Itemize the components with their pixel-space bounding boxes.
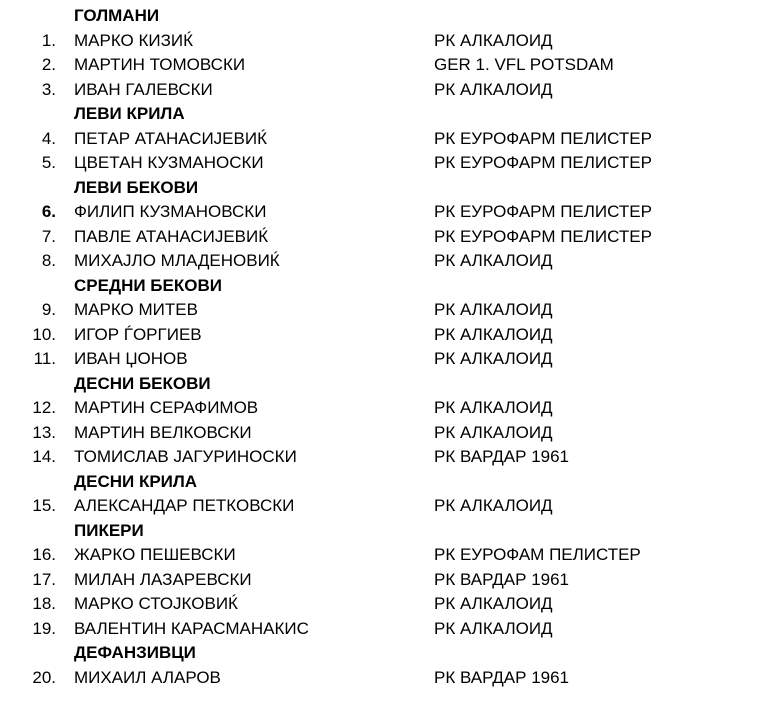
player-number: 12.: [32, 398, 56, 417]
player-number: 6.: [41, 202, 56, 221]
player-number: 18.: [32, 594, 56, 613]
player-club: РК ЕУРОФАРМ ПЕЛИСТЕР: [434, 153, 652, 172]
player-name: ПЕТАР АТАНАСИЈЕВИЌ: [74, 128, 267, 148]
section-header: [0, 274, 771, 298]
player-row: [0, 200, 771, 224]
player-number: 10.: [32, 324, 56, 344]
player-row: [0, 127, 771, 151]
player-row: [0, 592, 771, 616]
player-club: РК АЛКАЛОИД: [434, 300, 553, 319]
section-header: [0, 176, 771, 200]
player-club: РК ВАРДАР 1961: [434, 447, 570, 466]
player-row: [0, 396, 771, 420]
player-club: РК АЛКАЛОИД: [434, 594, 553, 613]
player-name: ИВАН ЏОНОВ: [74, 349, 188, 368]
player-number: 14.: [32, 447, 56, 466]
player-name: МАРТИН ВЕЛКОВСКИ: [74, 422, 252, 442]
player-club: РК АЛКАЛОИД: [434, 398, 553, 417]
section-header: [0, 372, 771, 396]
player-name: АЛЕКСАНДАР ПЕТКОВСКИ: [74, 496, 295, 515]
player-club: РК ЕУРОФАРМ ПЕЛИСТЕР: [434, 128, 652, 148]
player-number: 1.: [41, 30, 56, 50]
player-number: 7.: [41, 226, 56, 246]
player-club: РК АЛКАЛОИД: [434, 496, 553, 515]
player-number: 19.: [32, 618, 56, 638]
section-title: ДЕСНИ БЕКОВИ: [74, 373, 211, 393]
player-number: 17.: [32, 569, 56, 589]
player-name: ИГОР ЃОРГИЕВ: [74, 324, 202, 344]
player-number: 3.: [41, 79, 56, 99]
player-number: 2.: [41, 55, 56, 74]
player-number: 5.: [41, 153, 56, 172]
player-name: ВАЛЕНТИН КАРАСМАНАКИС: [74, 618, 309, 638]
player-number: 9.: [41, 300, 56, 319]
section-header: [0, 519, 771, 543]
player-club: РК АЛКАЛОИД: [434, 618, 553, 638]
player-row: [0, 347, 771, 371]
player-row: [0, 78, 771, 102]
player-name: МИХАЈЛО МЛАДЕНОВИЌ: [74, 251, 280, 270]
player-name: ФИЛИП КУЗМАНОВСКИ: [74, 202, 267, 221]
player-club: РК АЛКАЛОИД: [434, 251, 553, 270]
section-header: [0, 641, 771, 665]
player-club: РК АЛКАЛОИД: [434, 79, 553, 99]
section-title: ЛЕВИ КРИЛА: [74, 104, 185, 123]
player-name: ПАВЛЕ АТАНАСИЈЕВИЌ: [74, 226, 269, 246]
player-row: [0, 29, 771, 53]
player-name: ЖАРКО ПЕШЕВСКИ: [74, 545, 236, 564]
player-club: РК ВАРДАР 1961: [434, 569, 570, 589]
player-name: МАРКО СТОЈКОВИЌ: [74, 594, 238, 613]
player-number: 4.: [41, 128, 56, 148]
player-row: [0, 543, 771, 567]
section-title: ПИКЕРИ: [74, 520, 144, 540]
player-row: [0, 225, 771, 249]
section-header: [0, 4, 771, 28]
player-name: МИЛАН ЛАЗАРЕВСКИ: [74, 569, 252, 589]
player-club: РК АЛКАЛОИД: [434, 422, 553, 442]
player-row: [0, 617, 771, 641]
section-title: СРЕДНИ БЕКОВИ: [74, 275, 222, 295]
player-club: GER 1. VFL POTSDAM: [434, 55, 614, 74]
section-title: ДЕСНИ КРИЛА: [74, 471, 198, 491]
player-number: 20.: [32, 667, 56, 687]
player-number: 16.: [32, 545, 56, 564]
player-row: [0, 53, 771, 77]
player-number: 13.: [32, 422, 56, 442]
player-club: РК ЕУРОФАМ ПЕЛИСТЕР: [434, 545, 641, 564]
player-number: 11.: [33, 349, 56, 368]
player-name: МАРТИН СЕРАФИМОВ: [74, 398, 259, 417]
player-row: [0, 151, 771, 175]
player-name: ЦВЕТАН КУЗМАНОСКИ: [74, 153, 264, 172]
player-row: [0, 298, 771, 322]
section-header: [0, 102, 771, 126]
player-club: РК АЛКАЛОИД: [434, 30, 553, 50]
player-number: 8.: [41, 251, 56, 270]
player-row: [0, 323, 771, 347]
player-row: [0, 494, 771, 518]
player-club: РК ЕУРОФАРМ ПЕЛИСТЕР: [434, 202, 652, 221]
player-number: 15.: [32, 496, 56, 515]
player-club: РК ЕУРОФАРМ ПЕЛИСТЕР: [434, 226, 652, 246]
section-header: [0, 470, 771, 494]
player-name: МАРТИН ТОМОВСКИ: [74, 55, 246, 74]
player-name: ТОМИСЛАВ ЈАГУРИНОСКИ: [74, 447, 297, 466]
player-row: [0, 666, 771, 690]
player-club: РК ВАРДАР 1961: [434, 667, 570, 687]
player-name: МАРКО КИЗИЌ: [74, 30, 194, 50]
player-row: [0, 445, 771, 469]
player-row: [0, 421, 771, 445]
player-name: МАРКО МИТЕВ: [74, 300, 198, 319]
player-club: РК АЛКАЛОИД: [434, 324, 553, 344]
section-title: ДЕФАНЗИВЦИ: [74, 643, 196, 662]
section-title: ГОЛМАНИ: [74, 6, 160, 25]
player-row: [0, 568, 771, 592]
section-title: ЛЕВИ БЕКОВИ: [74, 177, 199, 197]
player-club: РК АЛКАЛОИД: [434, 349, 553, 368]
player-name: МИХАИЛ АЛАРОВ: [74, 667, 221, 687]
player-name: ИВАН ГАЛЕВСКИ: [74, 79, 213, 99]
player-row: [0, 249, 771, 273]
